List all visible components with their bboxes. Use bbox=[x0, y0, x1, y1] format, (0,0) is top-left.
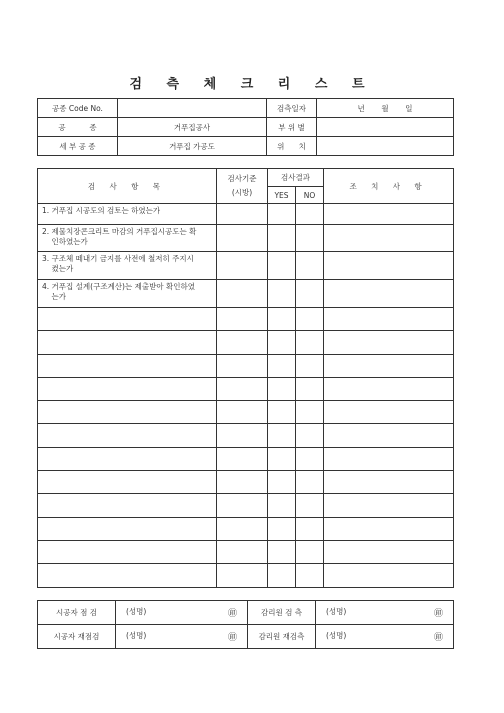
standard-cell[interactable] bbox=[217, 517, 268, 540]
action-cell[interactable] bbox=[324, 225, 454, 252]
table-row bbox=[38, 331, 454, 354]
table-row bbox=[38, 354, 454, 377]
yes-cell[interactable] bbox=[268, 204, 296, 225]
yes-cell[interactable] bbox=[268, 517, 296, 540]
no-cell[interactable] bbox=[296, 540, 324, 563]
item-cell bbox=[38, 377, 217, 400]
yes-cell[interactable] bbox=[268, 280, 296, 308]
work-type-value[interactable]: 거푸집공사 bbox=[118, 118, 267, 137]
no-cell[interactable] bbox=[296, 401, 324, 424]
location-label: 위 치 bbox=[267, 137, 317, 156]
item-cell bbox=[38, 354, 217, 377]
item-cell: 4. 거푸집 설계(구조계산)는 제출받아 확인하였 는가 bbox=[38, 280, 217, 308]
no-cell[interactable] bbox=[296, 308, 324, 331]
supervisor-check-name[interactable] bbox=[316, 601, 454, 625]
yes-cell[interactable] bbox=[268, 225, 296, 252]
action-cell[interactable] bbox=[324, 204, 454, 225]
standard-cell[interactable] bbox=[217, 471, 268, 494]
no-cell[interactable] bbox=[296, 424, 324, 447]
item-cell bbox=[38, 540, 217, 563]
standard-cell[interactable] bbox=[217, 204, 268, 225]
checklist-header-row bbox=[38, 169, 454, 187]
item-cell bbox=[38, 517, 217, 540]
contractor-check-name[interactable] bbox=[116, 601, 248, 625]
standard-cell[interactable] bbox=[217, 308, 268, 331]
item-cell bbox=[38, 401, 217, 424]
no-cell[interactable] bbox=[296, 517, 324, 540]
contractor-check-label: 시공자 점 검 bbox=[38, 601, 116, 625]
table-row bbox=[38, 517, 454, 540]
standard-cell[interactable] bbox=[217, 225, 268, 252]
code-label: 공종 Code No. bbox=[38, 99, 118, 118]
item-cell: 2. 제물치장콘크리트 마감의 거푸집시공도는 확 인하였는가 bbox=[38, 225, 217, 252]
yes-cell[interactable] bbox=[268, 252, 296, 280]
item-cell bbox=[38, 331, 217, 354]
standard-cell[interactable] bbox=[217, 424, 268, 447]
code-value[interactable] bbox=[118, 99, 267, 118]
table-row bbox=[38, 204, 454, 225]
item-cell: 3. 구조체 떼내기 금지를 사전에 철저히 주지시 켰는가 bbox=[38, 252, 217, 280]
item-cell bbox=[38, 308, 217, 331]
checklist-table bbox=[37, 168, 454, 588]
no-cell[interactable] bbox=[296, 331, 324, 354]
inspection-date-value[interactable]: 년 월 일 bbox=[317, 99, 454, 118]
action-cell[interactable] bbox=[324, 401, 454, 424]
action-cell[interactable] bbox=[324, 494, 454, 517]
seal-icon: ㊞ bbox=[227, 609, 237, 619]
table-row bbox=[38, 280, 454, 308]
name-placeholder: (성명) bbox=[326, 631, 347, 640]
inspection-date-label: 검측일자 bbox=[267, 99, 317, 118]
part-value[interactable] bbox=[317, 118, 454, 137]
action-cell[interactable] bbox=[324, 280, 454, 308]
table-row bbox=[38, 494, 454, 517]
signature-row-recheck bbox=[38, 625, 454, 649]
no-cell[interactable] bbox=[296, 204, 324, 225]
yes-cell[interactable] bbox=[268, 540, 296, 563]
action-cell[interactable] bbox=[324, 540, 454, 563]
item-cell bbox=[38, 447, 217, 470]
standard-cell[interactable] bbox=[217, 564, 268, 587]
no-cell[interactable] bbox=[296, 564, 324, 587]
yes-cell[interactable] bbox=[268, 354, 296, 377]
name-placeholder: (성명) bbox=[126, 631, 147, 640]
standard-cell[interactable] bbox=[217, 331, 268, 354]
col-action-header: 조 치 사 항 bbox=[324, 169, 454, 204]
table-row bbox=[38, 447, 454, 470]
part-label: 부 위 별 bbox=[267, 118, 317, 137]
table-row bbox=[38, 225, 454, 252]
no-cell[interactable] bbox=[296, 252, 324, 280]
no-cell[interactable] bbox=[296, 354, 324, 377]
table-row bbox=[38, 564, 454, 587]
action-cell[interactable] bbox=[324, 377, 454, 400]
standard-cell[interactable] bbox=[217, 401, 268, 424]
action-cell[interactable] bbox=[324, 424, 454, 447]
contractor-recheck-name[interactable] bbox=[116, 625, 248, 649]
action-cell[interactable] bbox=[324, 331, 454, 354]
item-cell bbox=[38, 494, 217, 517]
action-cell[interactable] bbox=[324, 517, 454, 540]
action-cell[interactable] bbox=[324, 354, 454, 377]
table-row bbox=[38, 424, 454, 447]
table-row bbox=[38, 471, 454, 494]
standard-cell[interactable] bbox=[217, 540, 268, 563]
yes-cell[interactable] bbox=[268, 401, 296, 424]
action-cell[interactable] bbox=[324, 471, 454, 494]
name-placeholder: (성명) bbox=[126, 607, 147, 616]
header-row-detail bbox=[38, 137, 454, 156]
yes-cell[interactable] bbox=[268, 377, 296, 400]
yes-cell[interactable] bbox=[268, 331, 296, 354]
action-cell[interactable] bbox=[324, 308, 454, 331]
yes-cell[interactable] bbox=[268, 471, 296, 494]
table-row bbox=[38, 540, 454, 563]
col-no-header: NO bbox=[296, 187, 324, 204]
table-row bbox=[38, 252, 454, 280]
seal-icon: ㊞ bbox=[433, 609, 443, 619]
supervisor-check-label: 감리원 검 측 bbox=[248, 601, 316, 625]
standard-cell[interactable] bbox=[217, 494, 268, 517]
supervisor-recheck-label: 감리원 재검측 bbox=[248, 625, 316, 649]
yes-cell[interactable] bbox=[268, 424, 296, 447]
col-standard-header: 검사기준 (시방) bbox=[217, 169, 268, 204]
work-type-label: 공 종 bbox=[38, 118, 118, 137]
no-cell[interactable] bbox=[296, 280, 324, 308]
header-table bbox=[37, 98, 454, 156]
signature-table bbox=[37, 600, 454, 649]
no-cell[interactable] bbox=[296, 447, 324, 470]
header-row-work-type bbox=[38, 118, 454, 137]
contractor-recheck-label: 시공자 재점검 bbox=[38, 625, 116, 649]
header-row-code bbox=[38, 99, 454, 118]
supervisor-recheck-name[interactable] bbox=[316, 625, 454, 649]
standard-cell[interactable] bbox=[217, 447, 268, 470]
action-cell[interactable] bbox=[324, 252, 454, 280]
standard-cell[interactable] bbox=[217, 377, 268, 400]
item-cell: 1. 거푸집 시공도의 검토는 하였는가 bbox=[38, 204, 217, 225]
item-cell bbox=[38, 424, 217, 447]
detail-work-label: 세 부 공 종 bbox=[38, 137, 118, 156]
action-cell[interactable] bbox=[324, 447, 454, 470]
item-cell bbox=[38, 471, 217, 494]
standard-cell[interactable] bbox=[217, 354, 268, 377]
seal-icon: ㊞ bbox=[227, 633, 237, 643]
col-item-header: 검 사 항 목 bbox=[38, 169, 217, 204]
no-cell[interactable] bbox=[296, 377, 324, 400]
yes-cell[interactable] bbox=[268, 564, 296, 587]
yes-cell[interactable] bbox=[268, 447, 296, 470]
table-row bbox=[38, 308, 454, 331]
name-placeholder: (성명) bbox=[326, 607, 347, 616]
page-title: 검 측 체 크 리 스 트 bbox=[129, 77, 375, 92]
action-cell[interactable] bbox=[324, 564, 454, 587]
item-cell bbox=[38, 564, 217, 587]
standard-cell[interactable] bbox=[217, 252, 268, 280]
standard-cell[interactable] bbox=[217, 280, 268, 308]
no-cell[interactable] bbox=[296, 471, 324, 494]
location-value[interactable] bbox=[317, 137, 454, 156]
table-row bbox=[38, 401, 454, 424]
no-cell[interactable] bbox=[296, 494, 324, 517]
col-yes-header: YES bbox=[268, 187, 296, 204]
table-row bbox=[38, 377, 454, 400]
signature-row-check bbox=[38, 601, 454, 625]
no-cell[interactable] bbox=[296, 225, 324, 252]
col-result-header: 검사결과 bbox=[268, 169, 324, 187]
yes-cell[interactable] bbox=[268, 494, 296, 517]
detail-work-value[interactable]: 거푸집 가공도 bbox=[118, 137, 267, 156]
seal-icon: ㊞ bbox=[433, 633, 443, 643]
yes-cell[interactable] bbox=[268, 308, 296, 331]
